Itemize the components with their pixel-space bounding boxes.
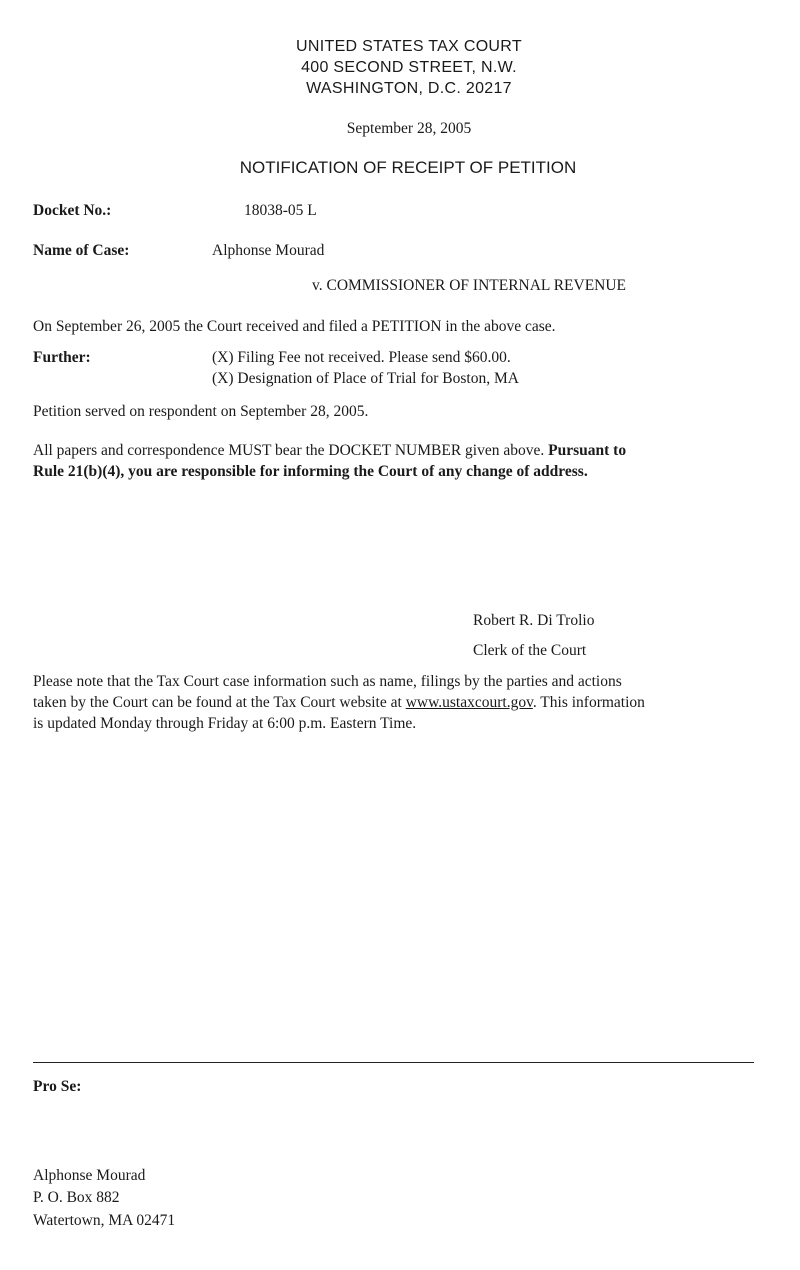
further-label: Further: <box>33 349 91 366</box>
docket-number: 18038-05 L <box>244 202 317 219</box>
website-note-line3: is updated Monday through Friday at 6:00 p.m. Eastern Time. <box>33 715 417 732</box>
further-item-filing-fee: (X) Filing Fee not received. Please send $60.00. <box>212 349 511 366</box>
received-statement: On September 26, 2005 the Court received and filed a PETITION in the above case. <box>33 318 556 335</box>
notice-date: September 28, 2005 <box>346 120 472 137</box>
papers-instruction-text: All papers and correspondence MUST bear the DOCKET NUMBER given above. <box>33 442 545 459</box>
clerk-name: Robert R. Di Trolio <box>473 612 595 629</box>
further-item-place-of-trial: (X) Designation of Place of Trial for Boston, MA <box>212 370 519 387</box>
tax-court-website-link[interactable]: www.ustaxcourt.gov <box>405 694 533 711</box>
papers-instruction-bold-1: Pursuant to <box>548 442 627 459</box>
website-note <box>33 671 778 734</box>
pro-se-address-line2: Watertown, MA 02471 <box>33 1212 176 1229</box>
court-city-address: WASHINGTON, D.C. 20217 <box>306 80 512 97</box>
case-name-label: Name of Case: <box>33 242 130 259</box>
clerk-title: Clerk of the Court <box>473 642 587 659</box>
respondent-name: v. COMMISSIONER OF INTERNAL REVENUE <box>312 277 627 294</box>
pro-se-address-line1: P. O. Box 882 <box>33 1189 120 1206</box>
website-note-line2: taken by the Court can be found at the Tax Court website at <box>33 694 402 711</box>
pro-se-label: Pro Se: <box>33 1078 82 1095</box>
petitioner-name: Alphonse Mourad <box>212 242 325 259</box>
served-statement: Petition served on respondent on September 28, 2005. <box>33 403 369 420</box>
court-name: UNITED STATES TAX COURT <box>296 38 522 55</box>
papers-instruction-bold-2: Rule 21(b)(4), you are responsible for informing the Court of any change of address. <box>33 463 588 480</box>
divider-line <box>33 1062 754 1063</box>
court-street-address: 400 SECOND STREET, N.W. <box>301 59 517 76</box>
website-note-line2-end: . This information <box>532 694 645 711</box>
website-note-line1: Please note that the Tax Court case information such as name, filings by the parties and actions <box>33 673 622 690</box>
pro-se-name: Alphonse Mourad <box>33 1167 146 1184</box>
papers-instructions <box>33 440 773 482</box>
notice-title: NOTIFICATION OF RECEIPT OF PETITION <box>239 158 577 177</box>
docket-label: Docket No.: <box>33 202 112 219</box>
